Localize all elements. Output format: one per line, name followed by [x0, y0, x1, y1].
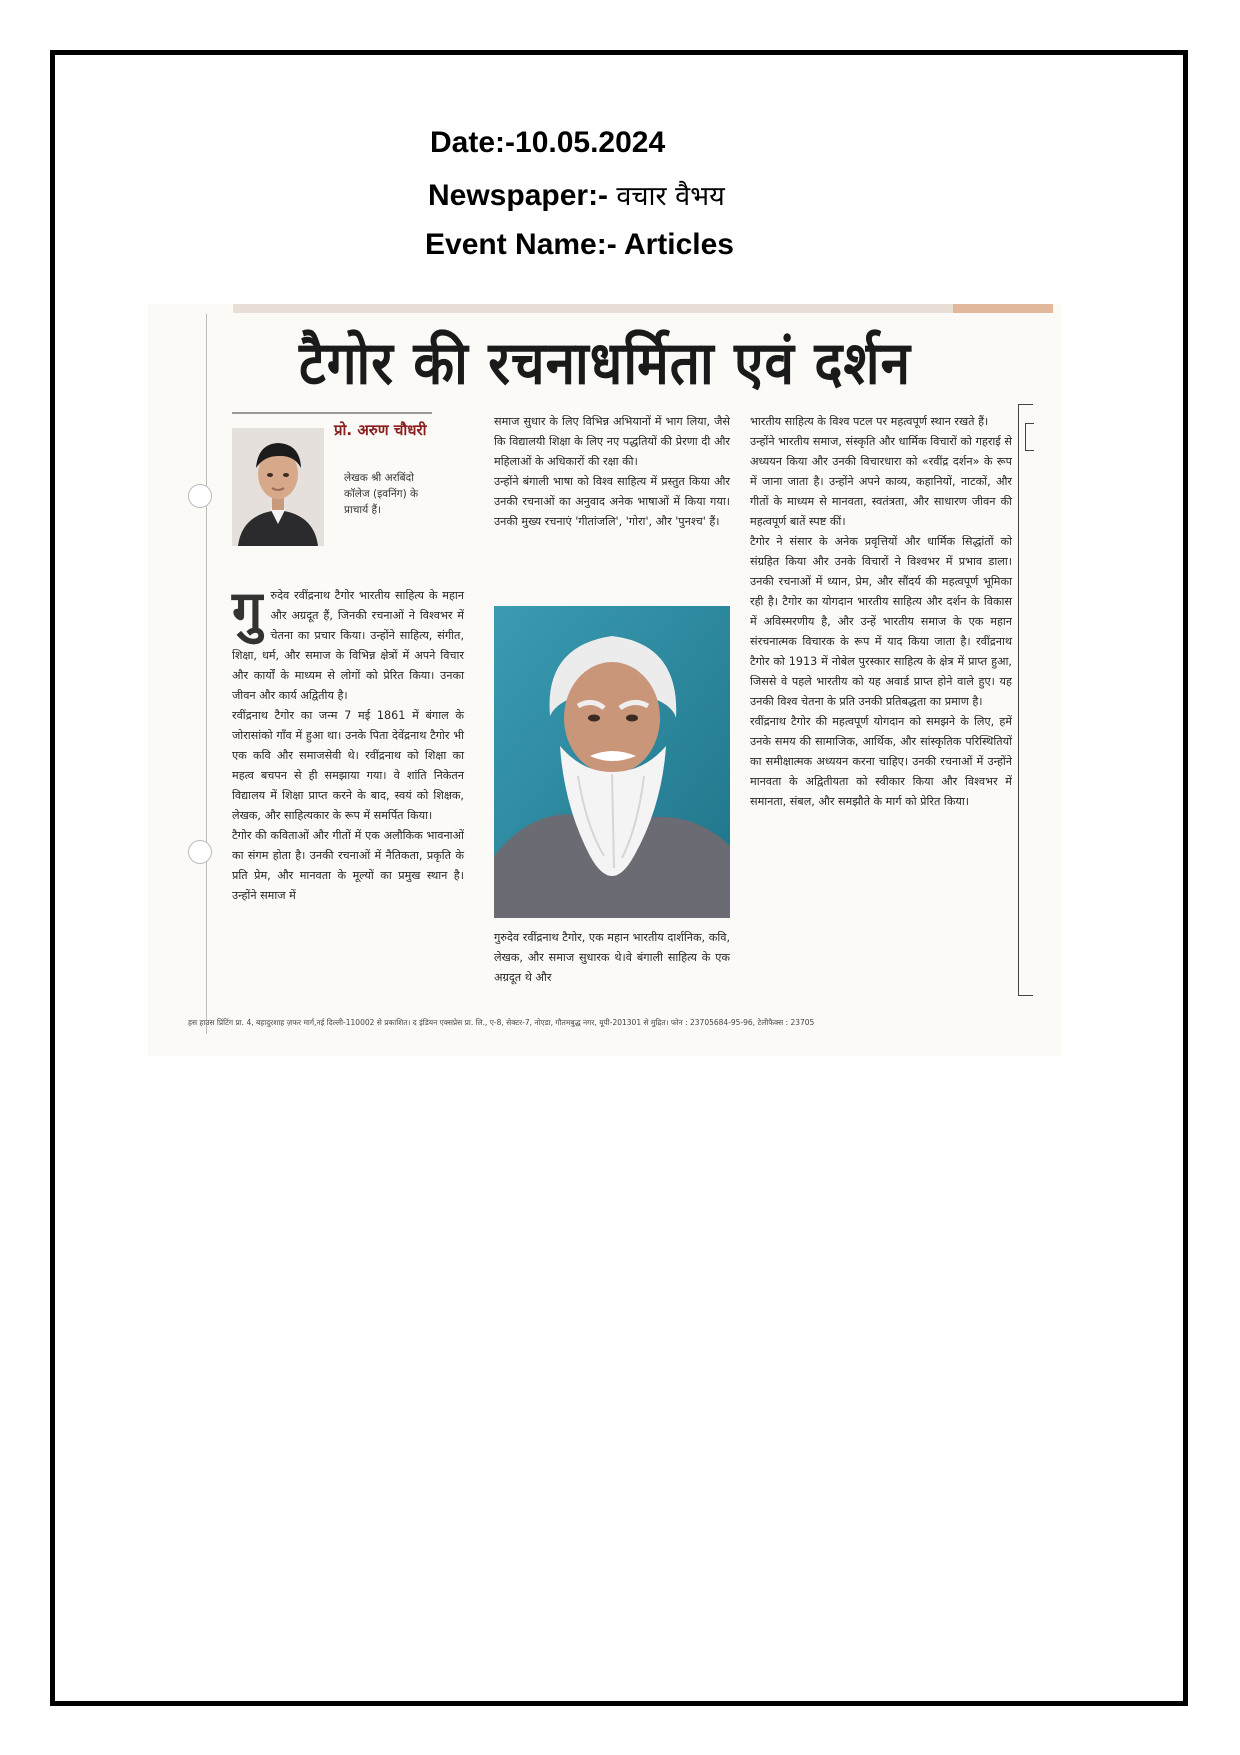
paragraph: रवींद्रनाथ टैगोर का जन्म 7 मई 1861 में बंगाल के जोरासांको गाँव में हुआ था। उनके पिता देवेंद्रनाथ टैगोर भी एक कवि और समाजसेवी थे। रवींद्रनाथ को शिक्षा का महत्व बचपन से ही समझाया गया। वे शांति निकेतन विद्यालय में शिक्षा प्राप्त करने के बाद, स्वयं को शिक्षक, लेखक, और साहित्यकार के रूप में समर्पित किया।: [232, 709, 464, 822]
article-headline: टैगोर की रचनाधर्मिता एवं दर्शन: [299, 329, 911, 399]
paragraph: टैगोर ने संसार के अनेक प्रवृत्तियों और धार्मिक सिद्धांतों को संग्रहित किया और उनके विचारों ने विश्वभर में प्रभाव डाला। उनकी रचनाओं में ध्यान, प्रेम, और सौंदर्य की महत्वपूर्ण भूमिका रही है। टैगोर का योगदान भारतीय साहित्य और दर्शन के विकास में अविस्मरणीय है, और उन्हें भारतीय समाज के एक महान संरचनात्मक विचारक के रूप में याद किया जाता है। रवींद्रनाथ टैगोर को 1913 में नोबेल पुरस्कार साहित्य के क्षेत्र में प्राप्त हुआ, जिससे वे पहले भारतीय को यह अवार्ड प्राप्त होने वाले हुए। यह उनकी विश्व चेतना के प्रति उनकी प्रतिबद्धता का प्रमाण है।: [750, 535, 1012, 708]
article-column-2: [494, 412, 730, 532]
paragraph: रवींद्रनाथ टैगोर की महत्वपूर्ण योगदान को समझने के लिए, हमें उनके समय की सामाजिक, आर्थिक, और सांस्कृतिक परिस्थितियों का समीक्षात्मक अध्ययन करना चाहिए। उनकी रचनाओं में उन्होंने मानवता के अद्वितीयता को स्वीकार किया और विश्वभर में समानता, संबल, और समझौते के मार्ग को प्रेरित किया।: [750, 715, 1012, 808]
article-column-3: [750, 412, 1012, 812]
date-label: Date:-10.05.2024: [430, 126, 666, 159]
tagore-portrait: [494, 606, 730, 918]
event-name-label: Event Name:- Articles: [425, 228, 734, 261]
punch-hole: [188, 840, 212, 864]
photo-caption: गुरुदेव रवींद्रनाथ टैगोर, एक महान भारतीय दार्शनिक, कवि, लेखक, और समाज सुधारक थे।वे बंगाली साहित्य के एक अग्रदूत थे और: [494, 931, 730, 984]
newspaper-clipping: [148, 304, 1062, 1056]
clipping-top-strip: [233, 304, 1053, 313]
clipping-fold-line: [206, 314, 207, 1034]
paragraph: टैगोर की कविताओं और गीतों में एक अलौकिक भावनाओं का संगम होता है। उनकी रचनाओं में नैतिकता, प्रकृति के प्रति प्रेम, और मानवता के मूल्यों का प्रमुख स्थान है। उन्होंने समाज में: [232, 829, 464, 902]
author-box: [232, 412, 432, 574]
author-bio: लेखक श्री अरबिंदो कॉलेज (इवनिंग) के प्राचार्य हैं।: [344, 472, 419, 516]
paragraph: उन्होंने भारतीय समाज, संस्कृति और धार्मिक विचारों को गहराई से अध्ययन किया और उनकी विचारधारा को «रवींद्र दर्शन» के रूप में जाना जाता है। उन्होंने अपने काव्य, कहानियों, नाटकों, और गीतों के माध्यम से मानवता, स्वतंत्रता, और साधारण जीवन की महत्वपूर्ण बातें स्पष्ट कीं।: [750, 435, 1012, 528]
paragraph: रुदेव रवींद्रनाथ टैगोर भारतीय साहित्य के महान और अग्रदूत हैं, जिनकी रचनाओं ने विश्वभर में चेतना का प्रचार किया। उन्होंने साहित्य, संगीत, शिक्षा, धर्म, और समाज के विभिन्न क्षेत्रों में अपने विचार और कार्यों के माध्यम से लोगों को प्रेरित किया। उनका जीवन और कार्य अद्वितीय है।: [232, 589, 464, 702]
author-photo: [232, 428, 324, 546]
paragraph: भारतीय साहित्य के विश्व पटल पर महत्वपूर्ण स्थान रखते हैं।: [750, 415, 989, 428]
article-column-1: [232, 579, 464, 906]
newspaper-name: वचार वैभय: [616, 181, 725, 212]
author-name: प्रो. अरुण चौधरी: [334, 421, 427, 439]
punch-hole: [188, 484, 212, 508]
newspaper-label: Newspaper:-: [428, 179, 617, 212]
paragraph: उन्होंने बंगाली भाषा को विश्व साहित्य में प्रस्तुत किया और उनकी रचनाओं का अनुवाद अनेक भाषाओं में किया गया। उनकी मुख्य रचनाएं 'गीतांजलि', 'गोरा', और 'पुनश्च' हैं।: [494, 475, 730, 528]
newspaper-line: [428, 176, 725, 213]
drop-cap: गु: [232, 579, 263, 642]
paragraph: समाज सुधार के लिए विभिन्न अभियानों में भाग लिया, जैसे कि विद्यालयी शिक्षा के लिए नए पद्धतियों की प्रेरणा दी और महिलाओं के अधिकारों की रक्षा की।: [494, 415, 730, 468]
adjacent-column-edge: [1018, 404, 1033, 996]
print-line: हस हाउस प्रिंटिंग प्रा. 4, बहादुरशाह ज़फर मार्ग,नई दिल्ली-110002 से प्रकाशित। द इंडियन एक्सप्रेस प्रा. लि., ए-8, सेक्टर-7, नोएडा, गौतमबुद्ध नगर, यूपी-201301 से मुद्रित। फोन : 23705684-95-96, टेलीफैक्स : 23705: [188, 1018, 815, 1027]
